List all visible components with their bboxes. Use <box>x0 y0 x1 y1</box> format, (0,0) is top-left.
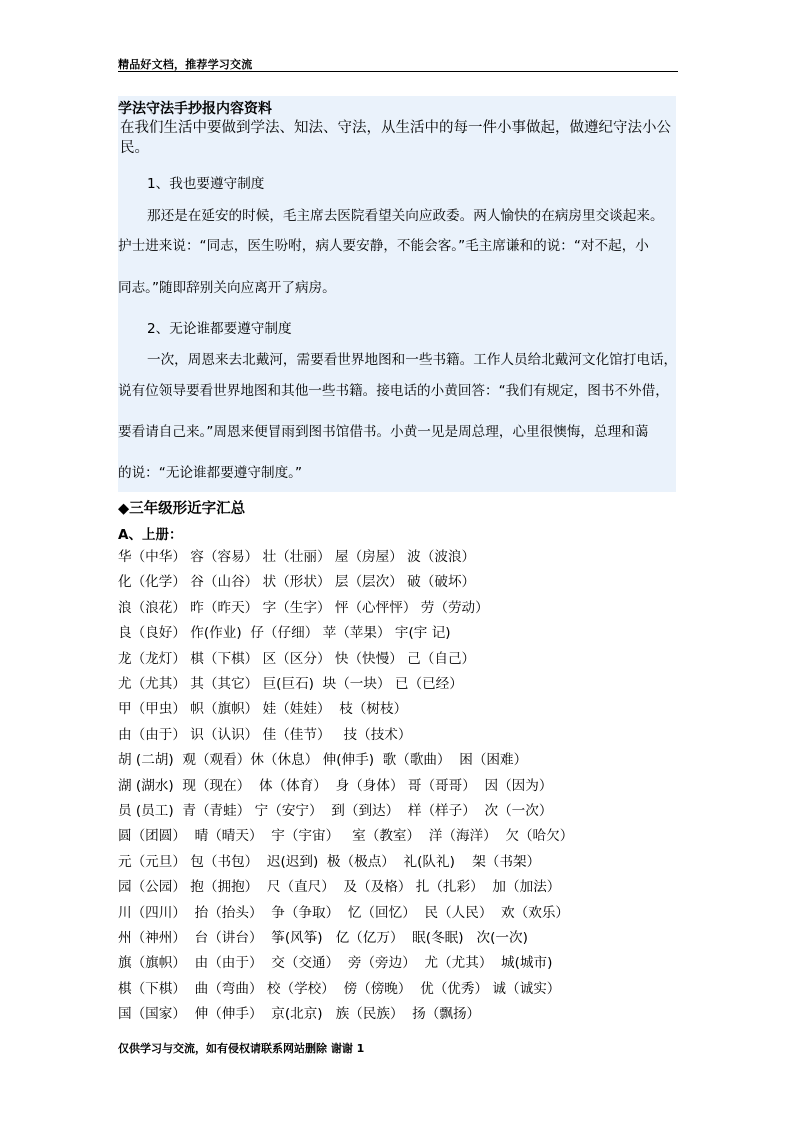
character-row: 圆（团圆） 晴（晴天） 宇（宇宙） 室（教室） 洋（海洋） 欠（哈欠） <box>118 828 574 844</box>
character-row: 华（中华） 容（容易） 壮（壮丽） 屋（房屋） 波（波浪） <box>118 549 476 565</box>
character-row: 园（公园） 抱（拥抱） 尺（直尺） 及（及格） 扎（扎彩） 加（加法） <box>118 879 561 895</box>
story-heading-1: 1、我也要遵守制度 <box>147 176 265 192</box>
character-row: 浪（浪花） 昨（昨天） 字（生字） 怦（心怦怦） 劳（劳动） <box>118 600 489 616</box>
character-row: 胡 (二胡) 观（观看）休（休息） 伸(伸手) 歌（歌曲） 困（困难） <box>118 752 528 768</box>
character-row: 由（由于） 识（认识） 佳（佳节） 技（技术） <box>118 727 412 743</box>
character-row: 尤（尤其） 其（其它） 巨(巨石) 块（一块） 已（已经） <box>118 676 463 692</box>
character-row: 湖 (湖水) 现（现在） 体（体育） 身（身体） 哥（哥哥） 因（因为） <box>118 778 553 794</box>
character-row: 元（元旦） 包（书包） 迟(迟到) 极（极点） 礼(队礼) 架（书架） <box>118 854 541 870</box>
character-row: 龙（龙灯） 棋（下棋） 区（区分） 快（快慢） 己（自己） <box>118 651 476 667</box>
section-title: ◆三年级形近字汇总 <box>118 501 246 517</box>
character-row: 棋（下棋） 曲（弯曲） 校（学校） 傍（傍晚） 优（优秀） 诚（诚实） <box>118 981 561 997</box>
article-intro: 在我们生活中要做到学法、知法、守法，从生活中的每一件小事做起，做遵纪守法小公民。 <box>120 120 671 156</box>
page-footer: 仅供学习与交流，如有侵权请联系网站删除 谢谢 1 <box>118 1042 365 1055</box>
article-title: 学法守法手抄报内容资料 <box>118 101 272 117</box>
story-line: 同志。”随即辞别关向应离开了病房。 <box>118 280 336 296</box>
story-line: 一次，周恩来去北戴河，需要看世界地图和一些书籍。工作人员给北戴河文化馆打电话， <box>147 352 678 368</box>
story-line: 护士进来说：“同志，医生吩咐，病人要安静，不能会客。”毛主席谦和的说：“对不起，小 <box>118 238 649 254</box>
story-line: 说有位领导要看世界地图和其他一些书籍。接电话的小黄回答：“我们有规定，图书不外借， <box>118 383 669 399</box>
character-row: 甲（甲虫） 帜（旗帜） 娃（娃娃） 枝（树枝） <box>118 701 408 717</box>
subsection-title: A、上册： <box>118 527 183 543</box>
story-heading-2: 2、无论谁都要遵守制度 <box>147 321 292 337</box>
story-line: 的说：“无论谁都要遵守制度。” <box>118 465 303 481</box>
character-row: 员 (员工) 青（青蛙） 宁（安宁） 到（到达） 样（样子） 次（一次） <box>118 803 553 819</box>
character-row: 国（国家） 伸（伸手） 京(北京) 族（民族） 扬（飘扬） <box>118 1006 481 1022</box>
character-row: 化（化学） 谷（山谷） 状（形状） 层（层次） 破（破坏） <box>118 574 476 590</box>
character-row: 川（四川） 抬（抬头） 争（争取） 忆（回忆） 民（人民） 欢（欢乐） <box>118 905 570 921</box>
character-row: 州（神州） 台（讲台） 筝(风筝) 亿（亿万） 眠(冬眠) 次(一次) <box>118 930 528 946</box>
character-row: 良（良好） 作(作业) 仔（仔细） 苹（苹果） 宇(宇 记) <box>118 625 451 641</box>
header-divider <box>118 71 678 72</box>
story-line: 要看请自己来。”周恩来便冒雨到图书馆借书。小黄一见是周总理，心里很懊悔，总理和蔼 <box>118 424 649 440</box>
character-row: 旗（旗帜） 由（由于） 交（交通） 旁（旁边） 尤（尤其） 城(城市) <box>118 955 553 971</box>
page-header: 精品好文档，推荐学习交流 <box>118 58 253 71</box>
story-line: 那还是在延安的时候，毛主席去医院看望关向应政委。两人愉快的在病房里交谈起来。 <box>147 208 664 224</box>
